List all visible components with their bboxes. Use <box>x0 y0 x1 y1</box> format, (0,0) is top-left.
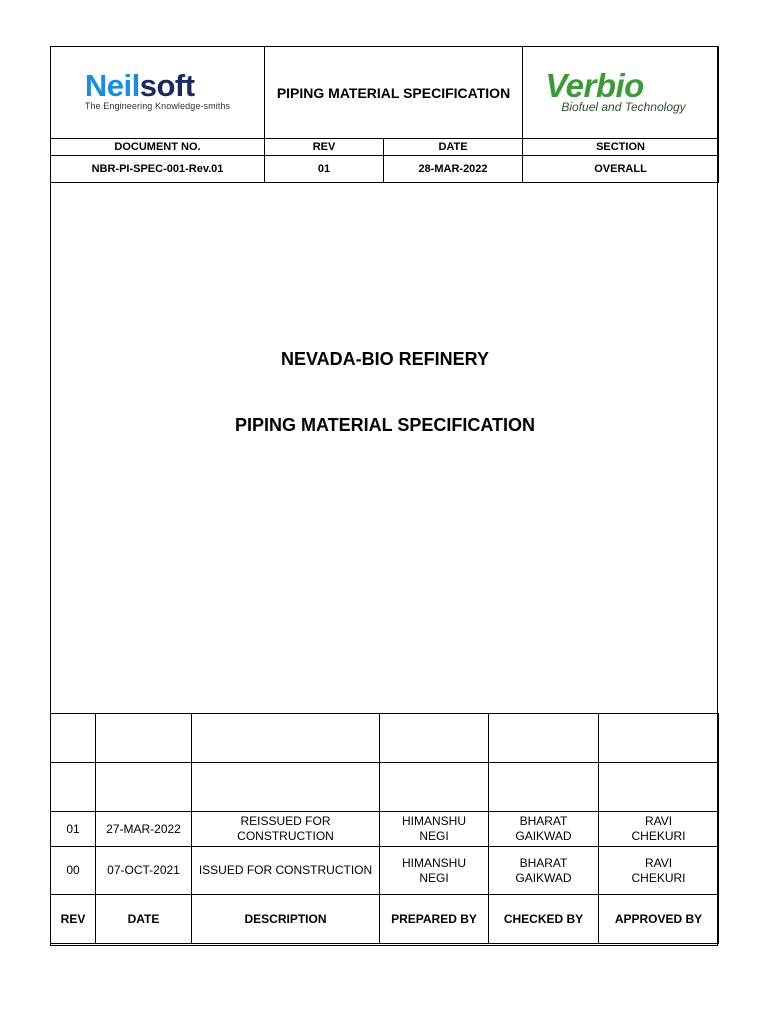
column-header-rev: REV <box>51 895 96 944</box>
description-cell: ISSUED FOR CONSTRUCTION <box>192 847 380 895</box>
checked-by-cell: BHARAT GAIKWAD <box>489 847 599 895</box>
label-date: DATE <box>384 139 523 156</box>
column-header-date: DATE <box>96 895 192 944</box>
verbio-logo-text: Verbio <box>545 66 644 104</box>
label-document-no: DOCUMENT NO. <box>51 139 265 156</box>
column-header-approved-by: APPROVED BY <box>599 895 719 944</box>
document-title: PIPING MATERIAL SPECIFICATION <box>234 415 535 435</box>
column-header-description: DESCRIPTION <box>192 895 380 944</box>
approved-by-cell: RAVI CHEKURI <box>599 847 719 895</box>
column-header-checked-by: CHECKED BY <box>489 895 599 944</box>
rev-cell: 01 <box>51 812 96 847</box>
neilsoft-logo <box>84 68 231 111</box>
table-row <box>51 847 719 895</box>
document-page <box>50 46 718 946</box>
table-row <box>51 812 719 847</box>
value-section: OVERALL <box>523 156 719 183</box>
project-title: NEVADA-BIO REFINERY <box>280 349 489 369</box>
value-rev: 01 <box>265 156 384 183</box>
value-document-no: NBR-PI-SPEC-001-Rev.01 <box>51 156 265 183</box>
table-header-row <box>51 895 719 944</box>
value-date: 28-MAR-2022 <box>384 156 523 183</box>
label-rev: REV <box>265 139 384 156</box>
header-title: PIPING MATERIAL SPECIFICATION <box>265 47 523 139</box>
checked-by-cell: BHARAT GAIKWAD <box>489 812 599 847</box>
rev-cell: 00 <box>51 847 96 895</box>
verbio-logo-cell <box>523 47 719 139</box>
table-row <box>51 714 719 763</box>
neilsoft-tagline: The Engineering Knowledge-smiths <box>84 101 231 111</box>
neilsoft-logo-cell <box>51 47 265 139</box>
logo-text-part2: soft <box>139 68 195 103</box>
revision-table <box>50 713 719 944</box>
table-row <box>51 763 719 812</box>
approved-by-cell: RAVI CHEKURI <box>599 812 719 847</box>
description-cell: REISSUED FOR CONSTRUCTION <box>192 812 380 847</box>
date-cell: 07-OCT-2021 <box>96 847 192 895</box>
header-table <box>50 46 719 183</box>
prepared-by-cell: HIMANSHU NEGI <box>380 847 489 895</box>
column-header-prepared-by: PREPARED BY <box>380 895 489 944</box>
prepared-by-cell: HIMANSHU NEGI <box>380 812 489 847</box>
logo-text-part1: Neil <box>84 68 140 103</box>
verbio-tagline: Biofuel and Technology <box>561 99 686 114</box>
verbio-logo <box>545 66 686 114</box>
label-section: SECTION <box>523 139 719 156</box>
date-cell: 27-MAR-2022 <box>96 812 192 847</box>
